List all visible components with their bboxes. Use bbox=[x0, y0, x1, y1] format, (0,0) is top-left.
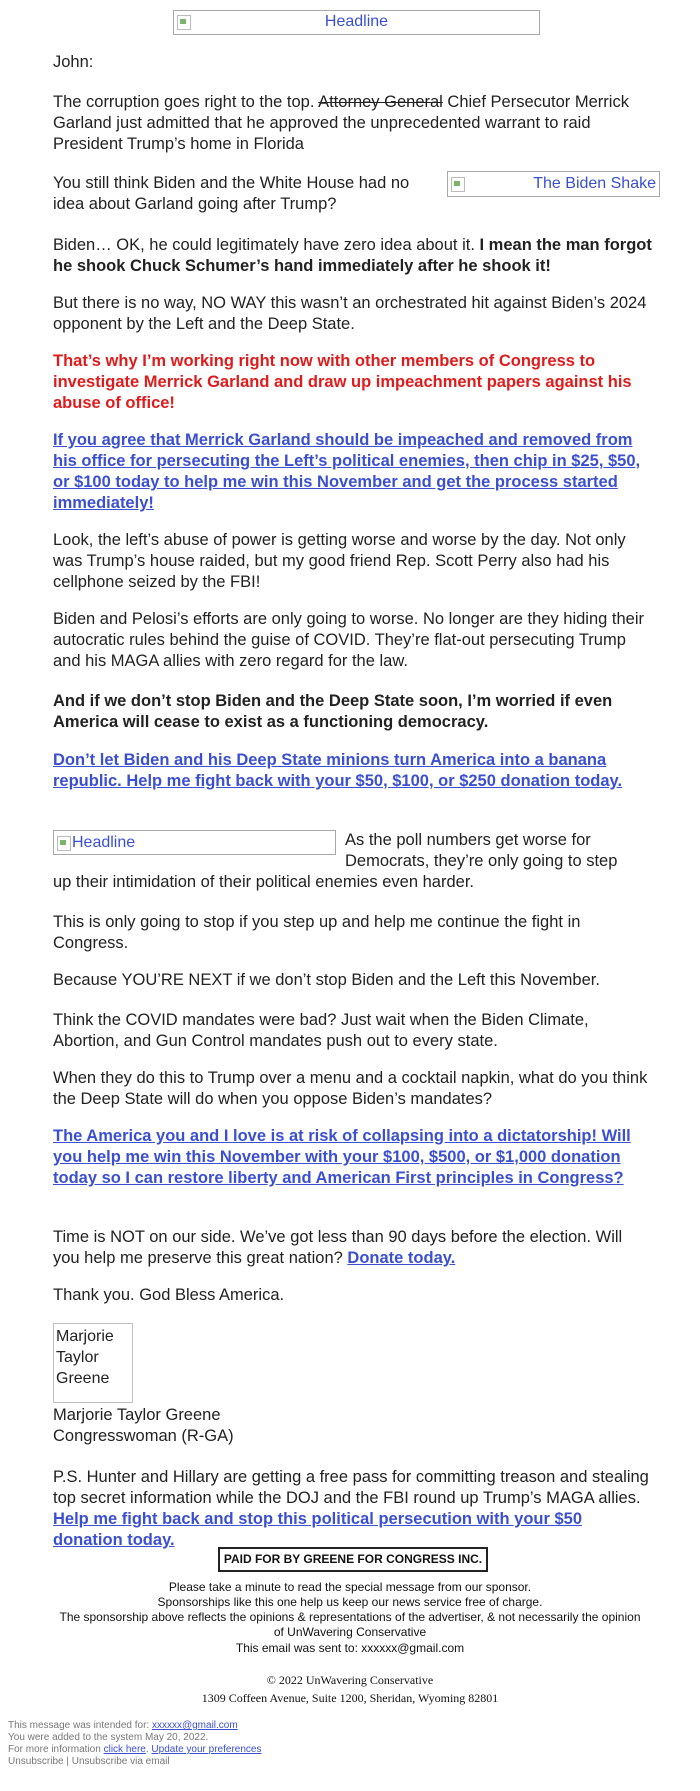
added-line: You were added to the system May 20, 2022. bbox=[8, 1732, 209, 1743]
sponsor-message-1: Please take a minute to read the special message from our sponsor. bbox=[168, 1580, 532, 1594]
para1-pre: The corruption goes right to the top. bbox=[53, 93, 319, 111]
sponsor-disclaimer-1: The sponsorship above reflects the opinions & representations of the advertiser, & not necessarily the opinion bbox=[59, 1610, 641, 1624]
donate-link-2[interactable]: Don’t let Biden and his Deep State minions turn America into a banana republic. Help me fight back with your $50, $100, or $250 donation today. bbox=[53, 751, 623, 790]
para14-text: Time is NOT on our side. We’ve got less than 90 days before the election. Will you help me preserve this great nation? bbox=[53, 1228, 623, 1267]
headline-image-alt: Headline bbox=[324, 13, 389, 30]
paragraph-impeachment-red: That’s why I’m working right now with other members of Congress to investigate Merrick Garland and draw up impeachment papers against his abuse of office! bbox=[53, 352, 632, 412]
sponsor-message-2: Sponsorships like this one help us keep our news service free of charge. bbox=[157, 1595, 543, 1609]
paragraph-no-way: But there is no way, NO WAY this wasn’t an orchestrated hit against Biden’s 2024 opponent by the Left and the Deep State. bbox=[53, 294, 647, 333]
paid-for-box: PAID FOR BY GREENE FOR CONGRESS INC. bbox=[218, 1547, 488, 1572]
para1-post: Chief Persecutor Merrick Garland just admitted that he approved the unprecedented warrant to raid President Trump’s home in Florida bbox=[53, 93, 629, 153]
donate-link-1[interactable]: If you agree that Merrick Garland should be impeached and removed from his office for persecuting the Left’s political enemies, then chip in $25, $50, or $100 today to help me win this November and get the process started immediately! bbox=[53, 431, 641, 512]
paragraph-mandates: Think the COVID mandates were bad? Just wait when the Biden Climate, Abortion, and Gun Control mandates push out to every state. bbox=[53, 1011, 589, 1050]
update-preferences-link[interactable]: Update your preferences bbox=[151, 1744, 262, 1755]
greeting: John: bbox=[53, 53, 94, 71]
donate-link-1-wrap bbox=[53, 430, 653, 514]
ps-donate-link[interactable]: Help me fight back and stop this political persecution with your $50 donation today. bbox=[53, 1510, 583, 1549]
paragraph-garland bbox=[53, 92, 653, 155]
sponsor-disclaimer-2: of UnWavering Conservative bbox=[273, 1625, 427, 1639]
signature-name: Marjorie Taylor Greene bbox=[53, 1406, 221, 1424]
paragraph-biden-schumer bbox=[53, 235, 653, 277]
sent-to-line: This email was sent to: xxxxxx@gmail.com bbox=[235, 1641, 465, 1655]
ps-text: P.S. Hunter and Hillary are getting a free pass for committing treason and stealing top secret information while the DOJ and the FBI round up Trump’s MAGA allies. bbox=[53, 1468, 649, 1507]
donate-link-3[interactable]: The America you and I love is at risk of collapsing into a dictatorship! Will you help me win this November with your $100, $500, or $1,000 donation today so I can restore liberty and American First principles in Congress? bbox=[53, 1127, 631, 1187]
paragraph-step-up: This is only going to stop if you step up and help me continue the fight in Congress. bbox=[53, 913, 581, 952]
copyright-line: © 2022 UnWavering Conservative bbox=[266, 1673, 434, 1687]
thanks-line: Thank you. God Bless America. bbox=[53, 1286, 285, 1304]
signature-image bbox=[53, 1323, 133, 1403]
intended-label: This message was intended for: bbox=[8, 1720, 152, 1731]
headline-image[interactable] bbox=[173, 10, 540, 35]
more-info-line bbox=[8, 1744, 261, 1756]
headline-image-2-alt: Headline bbox=[72, 834, 136, 851]
address-line: 1309 Coffeen Avenue, Suite 1200, Sheridan, Wyoming 82801 bbox=[201, 1691, 499, 1705]
paragraph-white-house: You still think Biden and the White House had no idea about Garland going after Trump? bbox=[53, 174, 410, 213]
paragraph-poll-numbers-2: up their intimidation of their political enemies even harder. bbox=[53, 873, 474, 891]
paragraph-cocktail-napkin: When they do this to Trump over a menu and a cocktail napkin, what do you think the Deep State will do when you oppose Biden’s mandates? bbox=[53, 1069, 648, 1108]
paragraph-biden-pelosi: Biden and Pelosi’s efforts are only going to worse. No longer are they hiding their autocratic rules behind the guise of COVID. They’re flat-out persecuting Trump and his MAGA allies with zero regard for the law. bbox=[53, 610, 644, 670]
paragraph-time bbox=[53, 1227, 653, 1269]
headline-image-2[interactable] bbox=[53, 830, 336, 855]
broken-image-icon bbox=[451, 177, 465, 192]
donate-link-3-wrap bbox=[53, 1126, 653, 1189]
paragraph-abuse-of-power: Look, the left’s abuse of power is getting worse and worse by the day. Not only was Trump’s house raided, but my good friend Rep. Scott Perry also had his cellphone seized by the FBI! bbox=[53, 531, 626, 591]
donate-today-link[interactable]: Donate today. bbox=[347, 1249, 456, 1267]
broken-image-icon bbox=[177, 15, 191, 30]
donate-link-2-wrap bbox=[53, 750, 653, 792]
click-here-link[interactable]: click here bbox=[103, 1744, 146, 1755]
intended-email-link[interactable]: xxxxxx@gmail.com bbox=[151, 1720, 238, 1731]
paragraph-poll-numbers-1: As the poll numbers get worse for Democrats, they’re only going to step bbox=[345, 831, 618, 870]
paragraph-democracy-bold: And if we don’t stop Biden and the Deep State soon, I’m worried if even America will cease to exist as a functioning democracy. bbox=[53, 692, 613, 731]
unsub-sep: | bbox=[63, 1756, 72, 1767]
intended-for-line bbox=[8, 1720, 238, 1732]
paragraph-youre-next: Because YOU’RE NEXT if we don’t stop Biden and the Left this November. bbox=[53, 971, 600, 989]
unsubscribe-line bbox=[8, 1756, 170, 1768]
para3-bold: I mean the man forgot he shook Chuck Schumer’s hand immediately after he shook it! bbox=[53, 236, 652, 275]
postscript bbox=[53, 1467, 653, 1551]
unsubscribe-email-link[interactable]: Unsubscribe via email bbox=[71, 1756, 170, 1767]
dot-sep: . bbox=[145, 1744, 152, 1755]
signature-title: Congresswoman (R-GA) bbox=[53, 1427, 234, 1445]
signature-image-alt: Marjorie Taylor Greene bbox=[56, 1328, 114, 1387]
more-label: For more information bbox=[8, 1744, 104, 1755]
struck-text: Attorney General bbox=[318, 93, 443, 111]
broken-image-icon bbox=[57, 836, 71, 851]
unsubscribe-link[interactable]: Unsubscribe bbox=[8, 1756, 64, 1767]
biden-shake-image[interactable] bbox=[447, 171, 660, 197]
para3-normal: Biden… OK, he could legitimately have zero idea about it. bbox=[53, 236, 480, 254]
biden-shake-alt: The Biden Shake bbox=[533, 175, 656, 192]
